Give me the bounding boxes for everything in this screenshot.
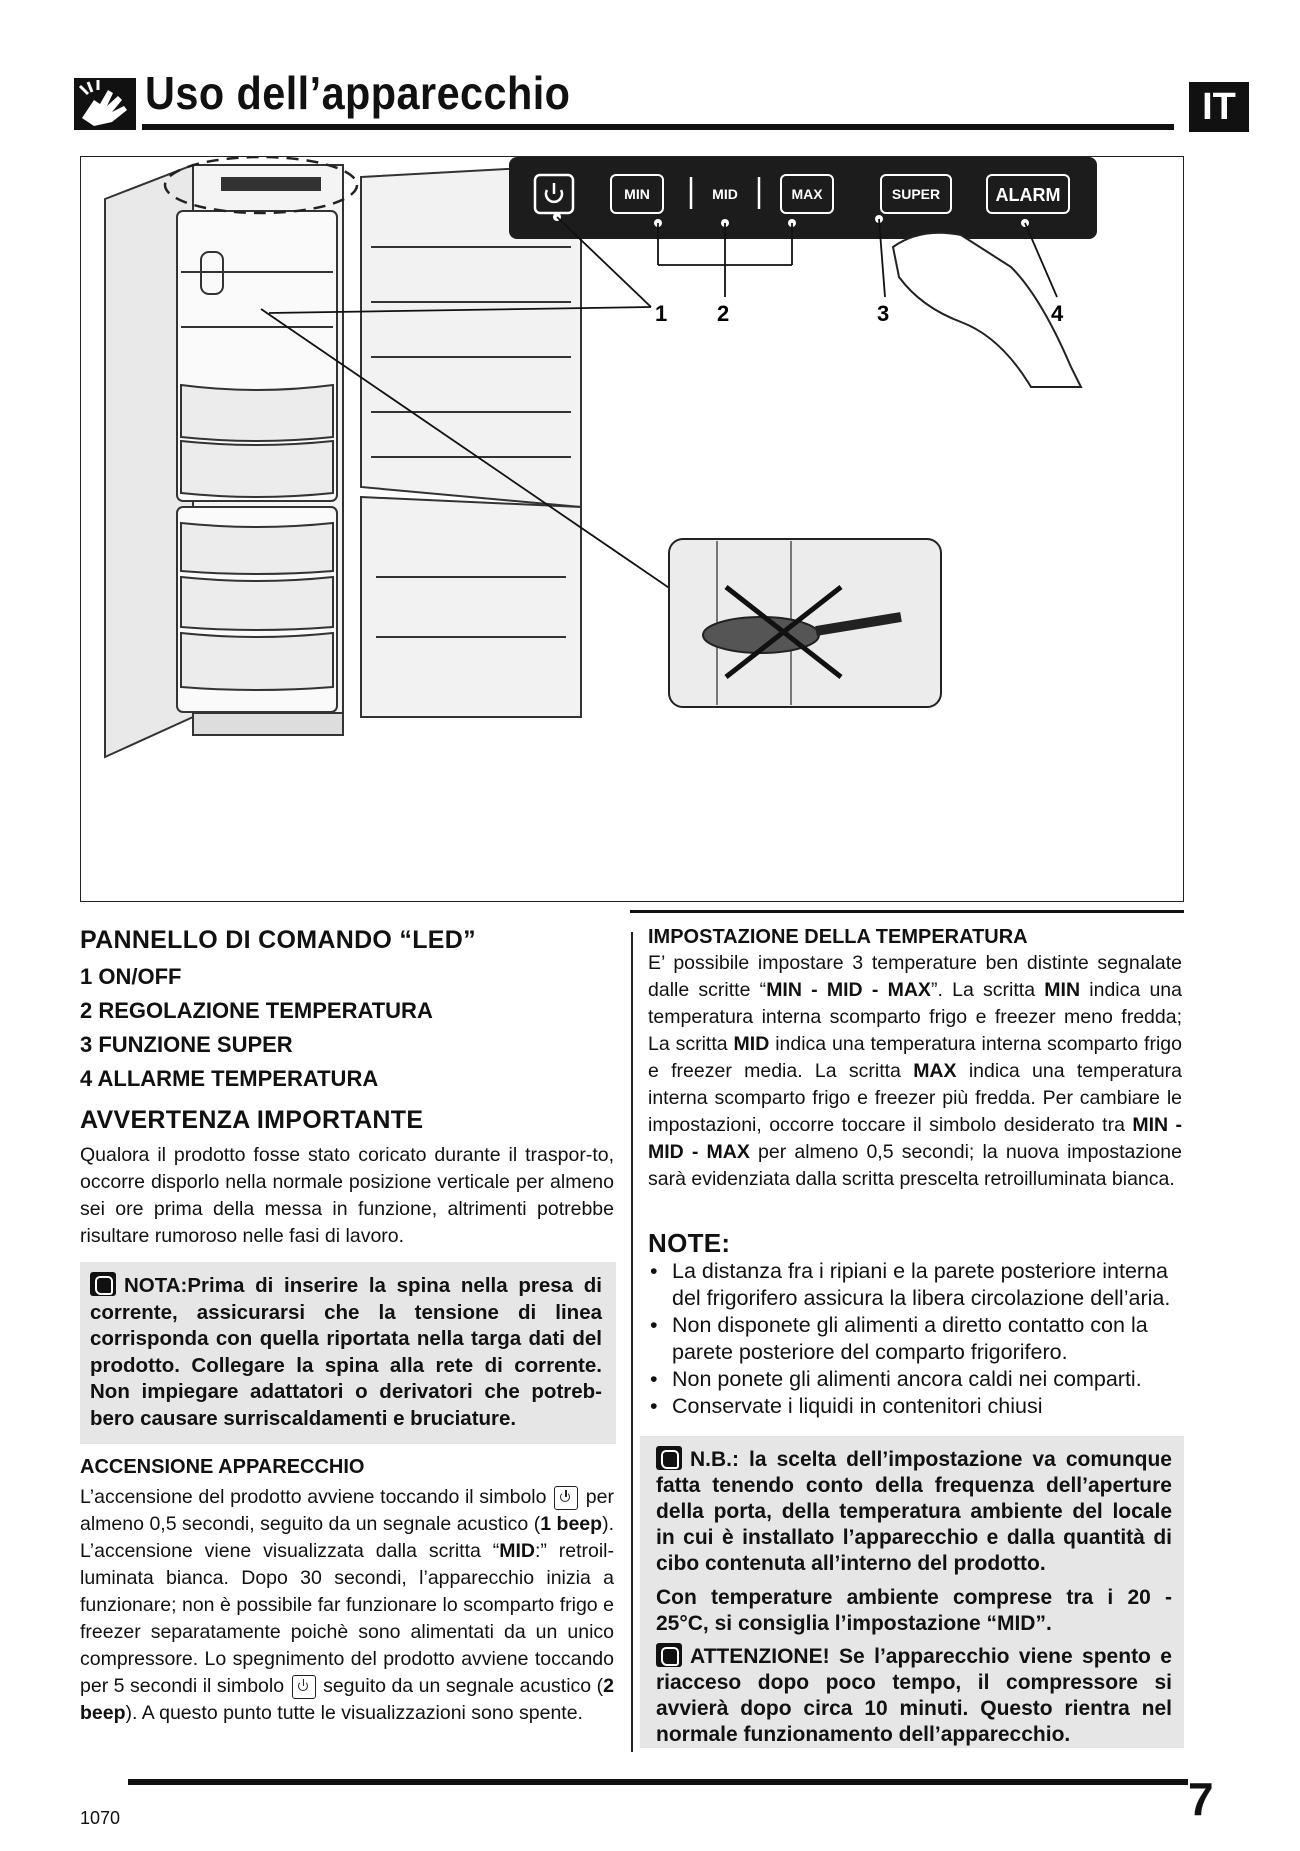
control-panel xyxy=(509,157,1097,239)
note-item: • Conservate i liquidi in contenitori chiusi xyxy=(650,1394,1043,1418)
mid-button-label: MID xyxy=(712,186,738,202)
title-underline xyxy=(142,124,1174,130)
max-button-label: MAX xyxy=(791,186,823,202)
led-item-alarm: 4 ALLARME TEMPERATURA xyxy=(80,1066,379,1091)
attenzione-text: ATTENZIONE! Se l’apparecchio viene spento e riacceso dopo poco tempo, il compressore si avvierà dopo circa 10 minuti. Questo rientra nel normale funzionamento dell’apparecchio. xyxy=(656,1645,1172,1746)
power-symbol-icon xyxy=(554,1486,578,1510)
callout-3: 3 xyxy=(877,301,890,326)
led-panel-heading: PANNELLO DI COMANDO “LED” xyxy=(80,926,476,954)
power-symbol-icon xyxy=(292,1675,316,1699)
nb-content xyxy=(656,1446,1172,1748)
footer-rule xyxy=(128,1779,1188,1785)
accensione-heading: ACCENSIONE APPARECCHIO xyxy=(80,1456,365,1478)
min-button-label: MIN xyxy=(624,186,650,202)
led-item-on-off: 1 ON/OFF xyxy=(80,964,182,989)
note-list xyxy=(648,1258,1184,1420)
callout-2: 2 xyxy=(717,301,730,326)
fridge-drawing xyxy=(105,165,581,757)
page-number: 7 xyxy=(1188,1773,1214,1825)
led-item-temperature: 2 REGOLAZIONE TEMPERATURA xyxy=(80,998,433,1023)
led-panel-list xyxy=(80,962,580,1098)
callout-1: 1 xyxy=(655,301,668,326)
alarm-button-label: ALARM xyxy=(995,185,1061,205)
hand-touch-icon xyxy=(74,78,136,130)
super-button-label: SUPER xyxy=(891,186,941,202)
temperature-advice: Con temperature ambiente comprese tra i 20 - 25°C, si consiglia l’impostazione “MID”. xyxy=(656,1586,1172,1635)
fridge-illustration xyxy=(80,156,1184,902)
note-heading: NOTE: xyxy=(648,1228,731,1258)
impostazione-heading: IMPOSTAZIONE DELLA TEMPERATURA xyxy=(648,926,1028,948)
column-divider xyxy=(631,932,633,1752)
warning-text: Qualora il prodotto fosse stato coricato durante il traspor-to, occorre disporlo nella normale posizione verticale per almeno sei ore prima della messa in funzione, altrimenti potrebbe risultare rumoroso nelle fasi di lavoro. xyxy=(80,1144,614,1247)
nota-text: NOTA:Prima di inserire la spina nella presa di corrente, assicurarsi che la tensione di linea corrisponda con quella riportata nella targa dati del prodotto. Collegare la spina alla rete di corrente. Non impiegare adattatori o derivatori che potreb-bero causare surriscaldamenti e bruciature. xyxy=(90,1274,602,1430)
accensione-text: L’accensione del prodotto avviene toccando il simbolo per almeno 0,5 secondi, seguito da un segnale acustico (1 beep). L’accensione viene visualizzata dalla scritta “MID:” retroil-luminata bianca. Dopo 30 secondi, l’apparecchio inizia a funzionare; non è possibile far funzionare lo scomparto frigo e freezer separatamente poichè sono alimentati da un unico compressore. Lo spegnimento del prodotto avviene toccando per 5 secondi il simbolo seguito da un segnale acustico (2 beep). A questo punto tutte le visualizzazioni sono spente. xyxy=(80,1486,615,1724)
hand-icon xyxy=(90,1272,116,1296)
note-item: • Non disponete gli alimenti a diretto contatto con la parete posteriore del comparto frigorifero. xyxy=(650,1313,1148,1364)
callout-4: 4 xyxy=(1051,301,1064,326)
language-badge: IT xyxy=(1189,82,1249,132)
impostazione-text: E’ possibile impostare 3 temperature ben distinte segnalate dalle scritte “MIN - MID - MAX”. La scritta MIN indica una temperatura interna scomparto frigo e freezer meno fredda; La scritta MID indica una temperatura interna scomparto frigo e freezer media. La scritta MAX indica una temperatura interna scomparto frigo e freezer più fredda. Per cambiare le impostazioni, occorre toccare il simbolo desiderato tra MIN - MID - MAX per almeno 0,5 secondi; la nuova impostazione sarà evidenziata dalla scritta prescelta retroilluminata bianca. xyxy=(648,952,1183,1190)
section-rule xyxy=(630,910,1184,913)
note-item: • La distanza fra i ripiani e la parete posteriore interna del frigorifero assicura la libera circolazione dell’aria. xyxy=(650,1259,1171,1310)
inset-hot-pan xyxy=(669,539,941,707)
page-title: Uso dell’apparecchio xyxy=(145,67,571,119)
hand-icon xyxy=(656,1446,682,1470)
note-item: • Non ponete gli alimenti ancora caldi nei comparti. xyxy=(650,1367,1142,1391)
hand-icon xyxy=(656,1643,682,1667)
warning-heading: AVVERTENZA IMPORTANTE xyxy=(80,1106,424,1134)
led-item-super: 3 FUNZIONE SUPER xyxy=(80,1032,293,1057)
footer-code: 1070 xyxy=(80,1808,121,1828)
nb-text: N.B.: la scelta dell’impostazione va comunque fatta tenendo conto della frequenza dell’aperture della porta, della temperatura ambiente del locale in cui è installato l’apparecchio e dalla quantità di cibo contenuta all’interno del prodotto. xyxy=(656,1448,1172,1575)
